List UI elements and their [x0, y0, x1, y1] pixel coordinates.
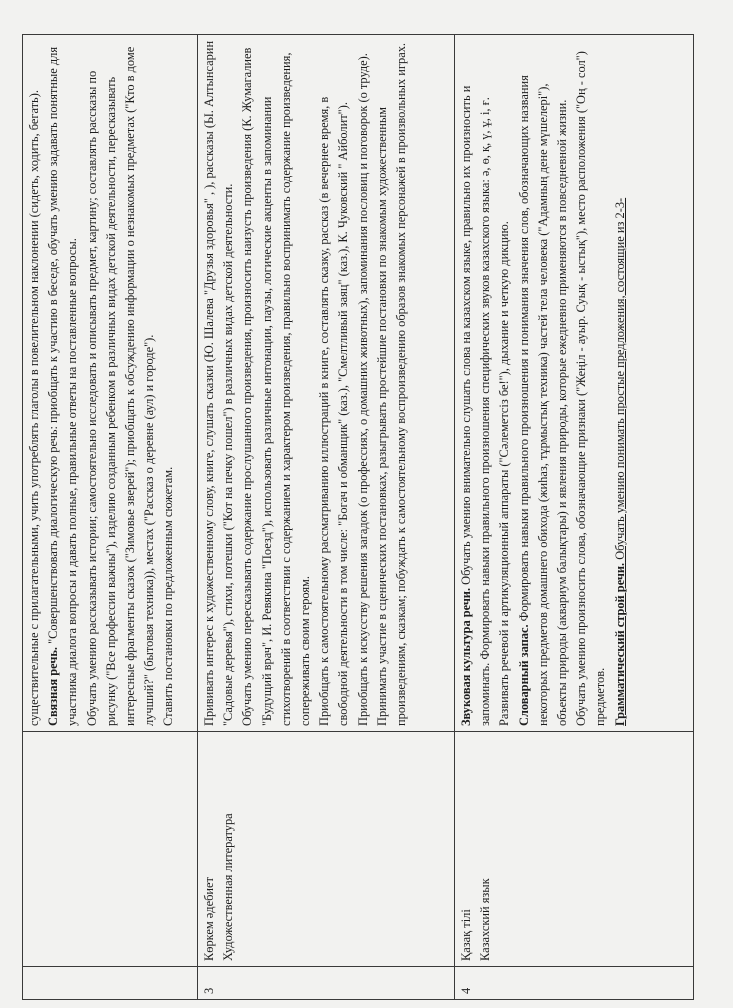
section-heading: Связная речь.	[46, 646, 61, 726]
paragraph-text: Обучать умению внимательно слушать слова на казахском языке, правильно их произносить и запоминать. Формировать навыки правильного произношения специфических звуков казахского языка: ә, ө, қ, ү, ұ, і, ғ.	[459, 85, 493, 726]
content-paragraph	[373, 40, 411, 726]
content-paragraph	[159, 40, 178, 726]
row-number-cell: 4	[455, 967, 694, 1000]
section-heading: Словарный запас.	[516, 624, 531, 726]
row-number-cell	[23, 967, 198, 1000]
content-paragraph	[25, 40, 44, 726]
section-heading: Звуковая культура речи.	[459, 587, 473, 726]
area-cell	[455, 732, 694, 967]
content-paragraph	[200, 40, 238, 726]
content-cell	[23, 35, 198, 732]
paragraph-text: существительные с прилагательными, учить употреблять глаголы в повелительном наклонении (сидеть, ходить, бегать).	[27, 90, 41, 726]
area-name-russian: Казахский язык	[478, 878, 493, 961]
content-cell	[198, 35, 455, 732]
content-cell	[455, 35, 694, 732]
paragraph-text: Обучать умению понимать простые предложения, состоящие из 2-3-	[612, 197, 627, 563]
paragraph-text: Приобщать к искусству решения загадок (о профессиях, о домашних животных), запоминания пословиц и поговорок (о труде).	[355, 53, 370, 726]
area-name-kazakh: Қазақ тілі	[459, 909, 473, 961]
paragraph-text: Обучать умению рассказывать истории; самостоятельно исследовать и описывать предмет, картину; составлять рассказы по рисунку ("Все профессии важны"), изделию созданным ребенком в различных видах детской деятельности, пересказывать интересные фрагменты сказок ("Зимовье зверей"); приобщать к обсуждению информации о незнакомых предметах ("Кто в доме лучший?" (бытовая техника)), местах ("Рассказ о деревне (аул) и городе").	[84, 46, 157, 726]
area-name-kazakh: Көркем әдебиет	[202, 877, 216, 961]
row-number-cell: 3	[198, 967, 455, 1000]
paragraph-text: Приобщать к самостоятельному рассматриванию иллюстраций в книге, составлять сказку, рассказ (в вечернее время, в свободной деятельности в том числе: "Богач и обманщик" (каз.), "Смелтливый заяц" (каз.), К. Чуковский " Айболит").	[317, 96, 351, 726]
area-name-russian: Художественная литература	[221, 813, 236, 961]
content-paragraph	[572, 40, 610, 726]
content-paragraph	[354, 40, 373, 726]
table-row	[23, 35, 198, 1000]
paragraph-text: Развивать речевой и артикуляционный аппараты ("Сәлеметсіз бе!"), дыхание и четкую дикцию.	[497, 221, 512, 726]
content-paragraph	[611, 40, 630, 726]
content-paragraph	[315, 40, 353, 726]
paragraph-text: "Совершенствовать диалогическую речь: приобщать к участию в беседе, обучать умению задавать понятные для участника диалога вопросы и давать полные, правильные ответы на поставленные вопросы.	[46, 46, 80, 726]
table-row	[198, 35, 455, 1000]
paragraph-text: Принимать участие в сценических постановках, разыгрывать простейшие постановки по знакомым художественным произведениям, сказкам; побуждать к самостоятельному воспроизведению образов знакомых персонажей в произвольных играх.	[374, 43, 409, 726]
paragraph-text: Прививать интерес к художественному слову, книге, слушать сказки (Ю. Шалева "Друзья здоровья" , ), рассказы (Ы. Алтынсарин "Садовые деревья"), стихи, потешки ("Кот на печку пошел") в различных видах детской деятельности.	[202, 40, 236, 726]
paragraph-text: Ставить постановки по предложенным сюжетам.	[161, 466, 176, 726]
content-paragraph	[515, 40, 573, 726]
section-heading: Грамматический строй речи.	[612, 562, 627, 726]
content-paragraph	[238, 40, 315, 726]
content-paragraph	[457, 40, 495, 726]
content-paragraph	[83, 40, 160, 726]
paragraph-text: Обучать умению произносить слова, обозначающие признаки ("Жеңіл - ауыр. Суық - ыстық"), место расположения ("Оң - сол") предметов.	[574, 51, 608, 726]
table-row	[455, 35, 694, 1000]
curriculum-table	[22, 34, 694, 1000]
content-paragraph	[495, 40, 514, 726]
paragraph-text: Обучать умению пересказывать содержание прослушанного произведения, произносить наизусть произведения (К. Жумагалиев "Будущий врач", И. Ревякина "Поезд"), использовать различные интонации, паузы, логические акценты в запоминании стихотворений в соответствии с содержанием и характером произведения, правильно воспринимать содержание произведения, сопереживать своим героям.	[240, 47, 313, 726]
paragraph-text: Формировать навыки правильного произношения и понимания значения слов, обозначающих названия некоторых предметов домашнего обихода (жиһаз, тұрмыстық техника) частей тела человека ("Адамның дене мүшелері"), объекты природы (аквариум балықтары) и явления природы, которые ежедневно применяются в повседневной жизни.	[516, 75, 570, 726]
content-paragraph	[44, 40, 82, 726]
area-cell	[198, 732, 455, 967]
area-cell	[23, 732, 198, 967]
